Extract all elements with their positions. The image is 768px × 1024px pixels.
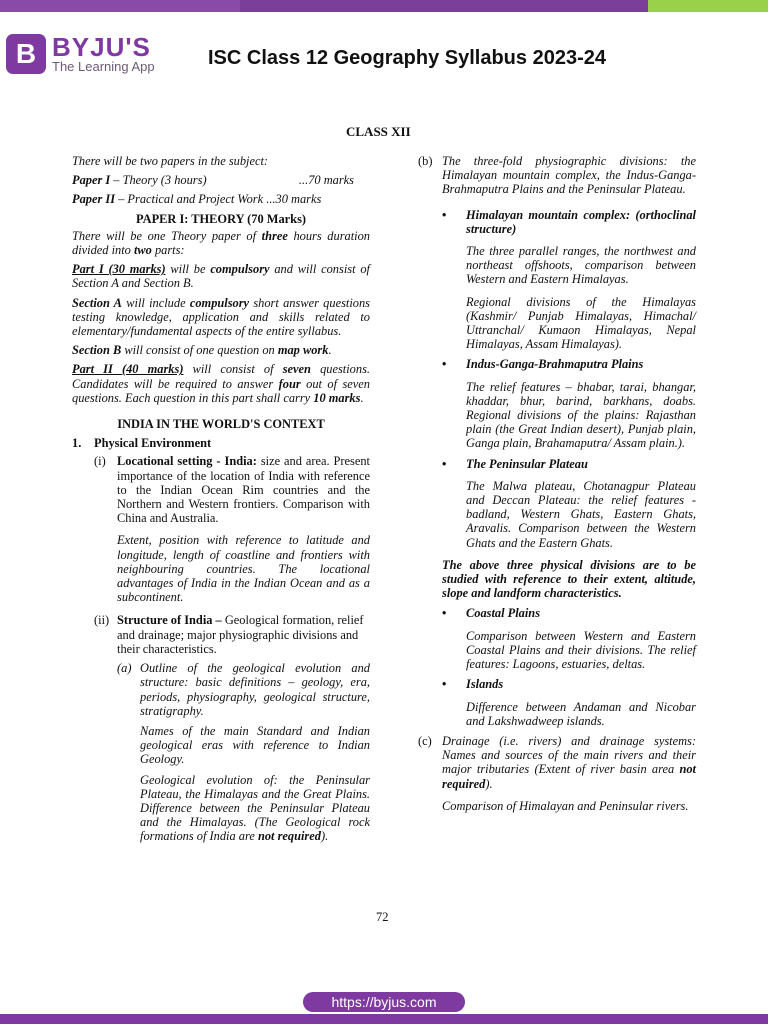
theory-p1e: parts: (151, 243, 185, 258)
top-banner-accent (648, 0, 768, 12)
item-i-text (117, 454, 370, 525)
part2-b: seven (282, 362, 311, 377)
bullet-dot: • (442, 357, 447, 372)
page-number: 72 (376, 910, 389, 924)
part1-a: will be (165, 262, 211, 277)
item-ii-body (117, 613, 370, 848)
part2-f: 10 marks (313, 390, 361, 405)
item-b-text: The three-fold physiographic divisions: the Himalayan mountain complex, the Indus-Ganga-Brahmaputra Plains and the Peninsular Plateau. (442, 154, 696, 197)
islands-paragraph: Difference between Andaman and Nicobar and Lakshwadweep islands. (466, 699, 696, 728)
logo-name: BYJU'S (52, 32, 151, 62)
paper2-line (72, 192, 370, 206)
world-context-heading: INDIA IN THE WORLD'S CONTEXT (117, 417, 325, 432)
sectionB-paragraph (72, 343, 370, 357)
part2-d: four (278, 376, 301, 391)
item-c (418, 734, 696, 818)
paper2-label: Paper II (72, 192, 116, 207)
section-1-number: 1. (72, 436, 82, 451)
item-c-body (442, 734, 696, 818)
left-column (72, 154, 370, 849)
bullet-peninsular (442, 457, 696, 471)
sectionA-label: Section A (72, 295, 122, 310)
right-column (418, 154, 696, 818)
section-1-title: Physical Environment (94, 436, 212, 451)
bullet-dot: • (442, 207, 447, 222)
item-b (418, 154, 696, 202)
coastal-title: Coastal Plains (466, 606, 541, 621)
sectionB-label: Section B (72, 343, 122, 358)
item-i-title: Locational setting - India: (117, 454, 257, 469)
paper2-text: – Practical and Project Work ...30 marks (115, 192, 322, 207)
bottom-banner-bar (0, 1014, 768, 1024)
peninsular-paragraph: The Malwa plateau, Chotanagpur Plateau and Deccan Plateau: the relief features - badland, Western Ghats, Eastern Ghats, Aravalis. Comparison between the Western Ghats and the Eastern Ghats. (466, 478, 696, 550)
himalayan-p1: The three parallel ranges, the northwest and northeast offshoots, comparison between Western and Eastern Himalayas. (466, 244, 696, 287)
part1-paragraph (72, 262, 370, 290)
peninsular-title: The Peninsular Plateau (466, 456, 588, 471)
part1-b: compulsory (210, 262, 270, 277)
papers-intro (72, 154, 370, 168)
top-banner-left (0, 0, 240, 12)
item-i-body (117, 454, 370, 609)
bullet-coastal (442, 606, 696, 620)
part1-label: Part I (30 marks) (72, 262, 166, 277)
part1-c: and will consist of Section A and Section B. (72, 262, 370, 291)
item-i-number: (i) (94, 454, 106, 469)
sectionB-a: will consist of one question on (121, 343, 278, 358)
igb-title: Indus-Ganga-Brahmaputra Plains (466, 357, 644, 372)
himalayan-p2: Regional divisions of the Himalayas (Kashmir/ Punjab Himalayas, Himachal/ Uttranchal/ Kumaon Himalayas, Nepal Himalayas, Assam Himalayas). (466, 294, 696, 352)
sectionB-c: . (328, 343, 332, 358)
bullet-islands (442, 677, 696, 691)
sectionA-b: compulsory (189, 295, 250, 310)
item-i (72, 454, 370, 609)
document-title: ISC Class 12 Geography Syllabus 2023-24 (208, 47, 606, 69)
paper1-label: Paper I (72, 173, 111, 188)
item-a-note2 (140, 773, 370, 844)
paper1-text: – Theory (3 hours) (110, 173, 207, 188)
islands-title: Islands (466, 677, 504, 692)
item-c-text (442, 734, 696, 791)
sectionA-a: will include (121, 295, 190, 310)
item-c-text-c: ). (485, 776, 493, 791)
item-ii-desc: Geological formation, relief and drainage; major physiographic divisions and their characteristics. (117, 613, 364, 656)
sectionA-c: short answer questions testing knowledge, application and skills related to elementary/fundamental aspects of the entire syllabus. (72, 295, 370, 339)
item-a (117, 661, 370, 848)
part2-c: questions. Candidates will be required to answer (72, 362, 370, 391)
item-ii-title: Structure of India – (117, 613, 222, 628)
bullet-himalayan (442, 208, 696, 236)
part2-e: out of seven questions. Each question in this part shall carry (72, 376, 371, 405)
item-a-note2b: not required (257, 829, 321, 844)
section-1-heading (72, 436, 370, 450)
paper1-line (72, 173, 354, 187)
coastal-paragraph: Comparison between Western and Eastern Coastal Plains and their divisions. The relief features: Lagoons, estuaries, deltas. (466, 628, 696, 672)
theory-p1b: three (261, 228, 288, 243)
item-ii-number: (ii) (94, 613, 110, 628)
byjus-logo[interactable] (6, 34, 155, 74)
theory-heading: PAPER I: THEORY (70 Marks) (135, 211, 307, 226)
item-ii (72, 613, 370, 848)
bullet-dot: • (442, 456, 447, 471)
top-banner-bar (0, 0, 768, 12)
item-a-text: Outline of the geological evolution and structure: basic definitions – geology, era, periods, physiography, geological structure, stratigraphy. (140, 661, 370, 718)
bullet-dot: • (442, 606, 447, 621)
sectionB-b: map work (277, 343, 329, 358)
item-a-note2a: Geological evolution of: the Peninsular Plateau, the Himalayas and the Great Plains. Difference between the Peninsular Plateau and the Himalayas. (The Geological rock formations of India are (140, 772, 370, 844)
item-c-text-a: Drainage (i.e. rivers) and drainage systems: Names and sources of the main rivers and their major tributaries (Extent of river basin area (442, 733, 696, 777)
item-c-text-b: not required (442, 762, 696, 791)
paper1-desc (72, 173, 207, 187)
part2-a: will consist of (183, 362, 283, 377)
website-link[interactable]: https://byjus.com (303, 992, 465, 1012)
sectionA-paragraph (72, 296, 370, 339)
bullet-dot: • (442, 677, 447, 692)
bullet-igb (442, 357, 696, 371)
item-i-desc: size and area. Present importance of the location of India with reference to the Indian Ocean Rim countries and the Northern and Western frontiers. Comparison with China and Australia. (117, 454, 370, 526)
logo-text (52, 34, 155, 74)
byjus-logo-mark: B (6, 34, 46, 74)
above-divisions-note: The above three physical divisions are to be studied with reference to their extent, altitude, slope and landform characteristics. (442, 557, 696, 601)
theory-p1c: hours duration divided into (72, 228, 370, 258)
himalayan-title: Himalayan mountain complex: (orthoclinal structure) (466, 207, 696, 236)
class-heading: CLASS XII (346, 124, 411, 139)
item-a-note2c: ). (320, 829, 329, 844)
item-b-bullets (418, 208, 696, 728)
item-c-note: Comparison of Himalayan and Peninsular rivers. (442, 798, 689, 813)
igb-paragraph: The relief features – bhabar, tarai, bhangar, khaddar, bhur, barind, barkhans, doabs. Regional divisions of the plains: Rajasthan plain (the Great Indian desert), Punjab plain, Ganga plain, Brahamaputra/ Assam plain.). (466, 379, 696, 451)
item-a-number: (a) (117, 661, 132, 676)
part2-label: Part II (40 marks) (72, 362, 184, 377)
theory-p1d: two (133, 243, 152, 258)
logo-tagline: The Learning App (52, 59, 155, 74)
theory-paragraph (72, 229, 370, 257)
paper1-marks: ...70 marks (298, 173, 354, 188)
item-c-number: (c) (418, 733, 432, 748)
item-a-body (140, 661, 370, 848)
theory-p1a: There will be one Theory paper of (72, 228, 262, 243)
part2-paragraph (72, 362, 370, 405)
papers-intro-text: There will be two papers in the subject: (72, 154, 269, 168)
item-ii-text (117, 613, 370, 656)
item-b-number: (b) (418, 154, 433, 168)
part2-g: . (360, 390, 364, 405)
item-a-note1: Names of the main Standard and Indian geological eras with reference to Indian Geology. (140, 723, 370, 767)
item-i-note: Extent, position with reference to latitude and longitude, length of coastline and frontiers with neighbouring countries. The locational advantages of India in the Indian Ocean and as a subcontinent. (117, 533, 370, 605)
